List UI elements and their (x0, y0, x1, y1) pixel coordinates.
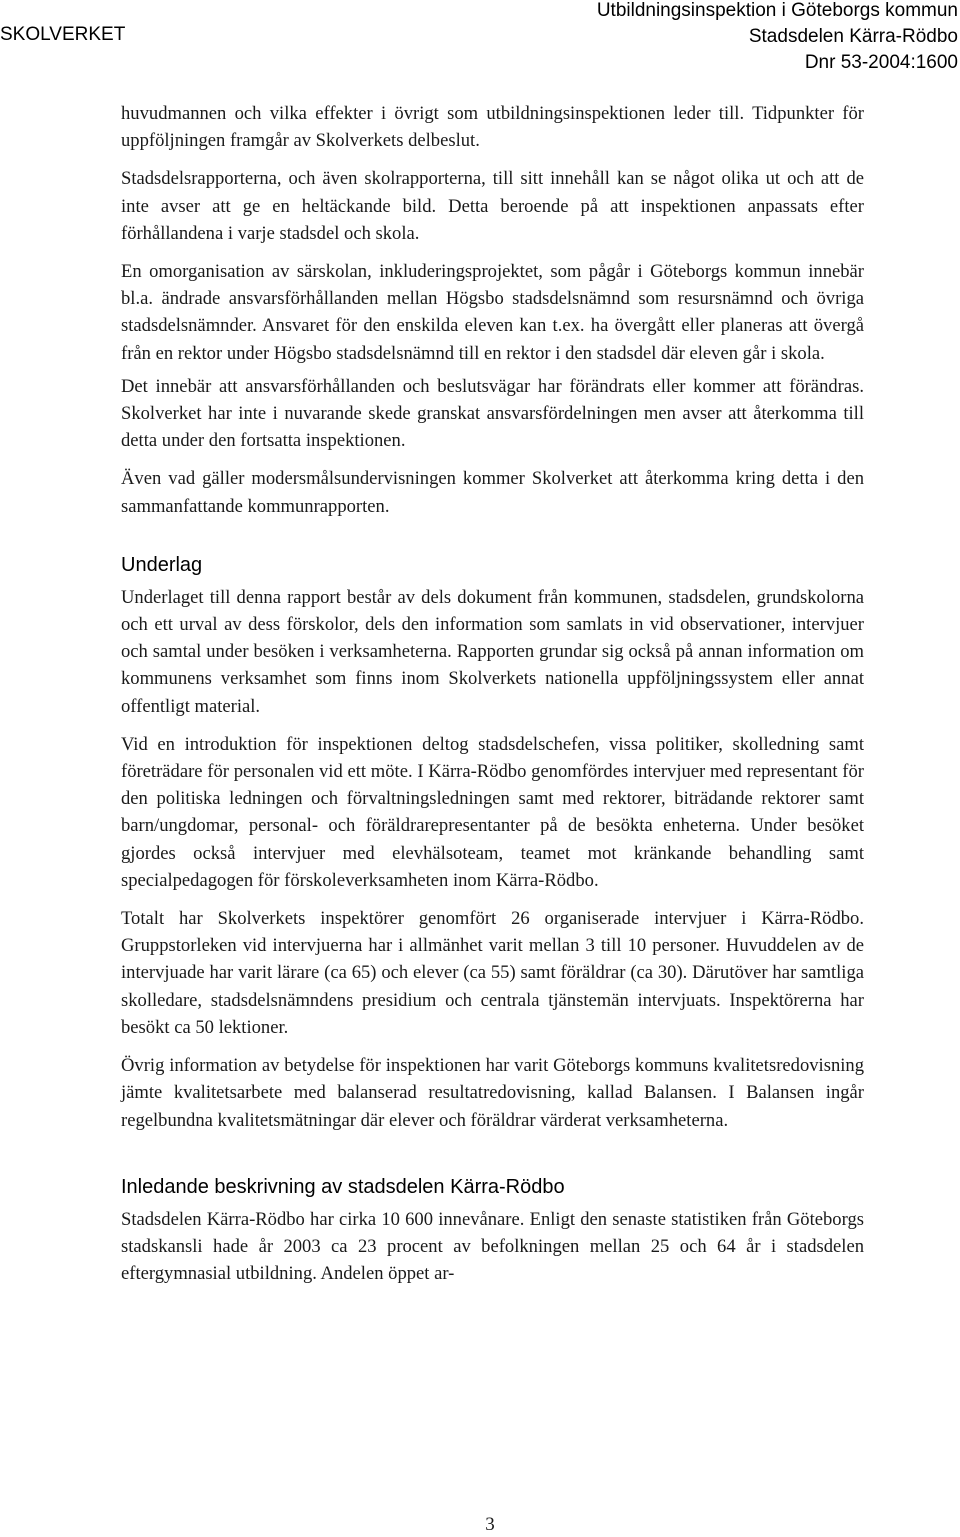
paragraph: Vid en introduktion för inspektionen deltog stadsdelschefen, vissa politiker, skolledning samt företrädare för personalen vid ett möte. I Kärra-Rödbo genomfördes intervjuer med representant för den politiska ledningen och förvaltningsledningen samt med rektorer, biträdande rektorer samt barn/ungdomar, personal- och föräldrarepresentanter på de besökta enheterna. Under besöket gjordes också intervjuer med elevhälsoteam, teamet mot kränkande behandling samt specialpedagogen för förskoleverksamheten inom Kärra-Rödbo. (121, 733, 864, 891)
paragraph: Övrig information av betydelse för inspektionen har varit Göteborgs kommuns kvalitetsredovisning jämte kvalitetsarbete med balanserad resultatredovisning, kallad Balansen. I Balansen ingår regelbundna kvalitetsmätningar där elever och föräldrar värderat verksamheterna. (121, 1055, 864, 1131)
section-heading-inledande: Inledande beskrivning av stadsdelen Kärra-Rödbo (121, 1175, 565, 1198)
header-organization: SKOLVERKET (0, 24, 126, 45)
paragraph: En omorganisation av särskolan, inkluderingsprojektet, som pågår i Göteborgs kommun innebär bl.a. ändrade ansvarsförhållanden mellan Högsbo stadsdelsnämnd som resursnämnd och övriga stadsdelsnämnder. Ansvaret för den enskilda eleven kan t.ex. ha övergått eller planeras att övergå från en rektor under Högsbo stadsdelsnämnd till en rektor i den stadsdel där eleven går i skola. (121, 261, 864, 364)
header-report-title: Utbildningsinspektion i Göteborgs kommun (596, 0, 958, 21)
document-body (121, 100, 864, 1298)
paragraph: Stadsdelsrapporterna, och även skolrapporterna, till sitt innehåll kan se något olika ut och att de inte avser att ge en heltäckande bild. Detta beroende på att inspektionen anpassats efter förhållandena i varje stadsdel och skola. (121, 168, 864, 244)
paragraph: huvudmannen och vilka effekter i övrigt som utbildningsinspektionen leder till. Tidpunkter för uppföljningen framgår av Skolverkets delbeslut. (121, 103, 864, 152)
paragraph: Totalt har Skolverkets inspektörer genomfört 26 organiserade intervjuer i Kärra-Rödbo. Gruppstorleken vid intervjuerna har i allmänhet varit mellan 3 till 10 personer. Huvuddelen av de intervjuade har varit lärare (ca 65) och elever (ca 55) samt föräldrar (ca 30). Därutöver har samtliga skolledare, stadsdelsnämndens presidium och centrala tjänstemän intervjuats. Inspektörerna har besökt ca 50 lektioner. (121, 908, 864, 1038)
header-case-number: Dnr 53-2004:1600 (804, 52, 958, 73)
section-heading-underlag: Underlag (121, 553, 203, 576)
header-district: Stadsdelen Kärra-Rödbo (748, 26, 958, 47)
paragraph: Stadsdelen Kärra-Rödbo har cirka 10 600 innevånare. Enligt den senaste statistiken från Göteborgs stadskansli hade år 2003 ca 23 procent av befolkningen mellan 25 och 64 år i stadsdelen eftergymnasial utbildning. Andelen öppet ar- (121, 1208, 864, 1285)
page-number (0, 1513, 960, 1537)
header-info (597, 0, 958, 76)
page-number-text: 3 (485, 1514, 495, 1535)
paragraph: Det innebär att ansvarsförhållanden och beslutsvägar har förändrats eller kommer att förändras. Skolverket har inte i nuvarande skede granskat ansvarsfördelningen men avser att återkomma till detta under den fortsatta inspektionen. (121, 375, 864, 452)
paragraph: Underlaget till denna rapport består av dels dokument från kommunen, stadsdelen, grundskolorna och ett urval av dess förskolor, dels den information som samlats in vid observationer, intervjuer och samtal under besöken i verksamheterna. Rapporten grundar sig också på annan information om kommunens verksamhet som finns inom Skolverkets nationella uppföljningssystem eller annat offentligt material. (121, 586, 864, 717)
paragraph: Även vad gäller modersmålsundervisningen kommer Skolverket att återkomma kring detta i den sammanfattande kommunrapporten. (121, 468, 864, 517)
